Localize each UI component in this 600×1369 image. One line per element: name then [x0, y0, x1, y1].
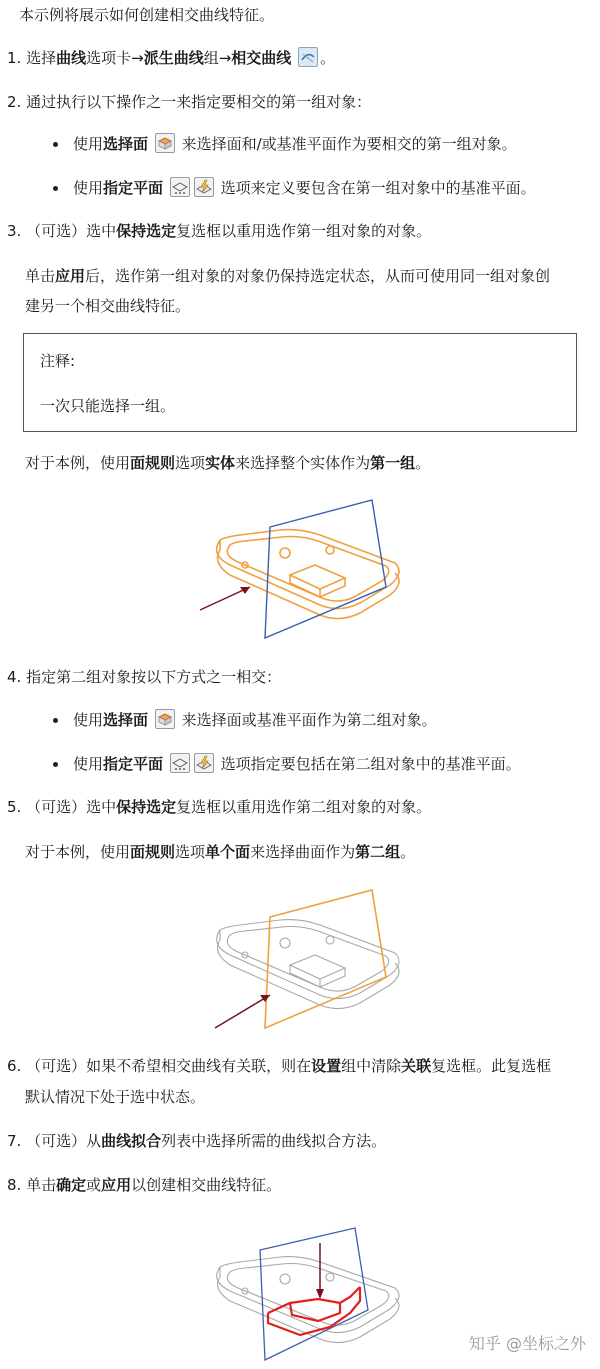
- select-face-icon: [155, 709, 175, 729]
- part-model-orange: [217, 530, 399, 619]
- step-4: 4. 指定第二组对象按以下方式之一相交：: [7, 668, 282, 686]
- plane-icon: [194, 753, 214, 773]
- example-2-text: 对于本例，使用面规则选项单个面来选择曲面作为第二组。: [25, 843, 416, 861]
- step-2-bullet-2: 使用指定平面 选项来定义要包含在第一组对象中的基准平面。: [73, 179, 536, 197]
- intro-text: 本示例将展示如何创建相交曲线特征。: [19, 6, 275, 24]
- select-face-icon: [155, 133, 175, 153]
- note-box: [23, 333, 577, 432]
- bullet-dot: [53, 142, 58, 147]
- bullet-dot: [53, 186, 58, 191]
- figure-first-set-solid: [190, 495, 415, 645]
- plane-dialog-icon: [170, 753, 190, 773]
- step-6-line-2: 默认情况下处于选中状态。: [25, 1088, 206, 1106]
- pointer-arrow: [200, 587, 250, 610]
- intersect-curve-icon: [298, 47, 318, 67]
- step-4-bullet-2: 使用指定平面 选项指定要包括在第二组对象中的基准平面。: [73, 755, 521, 773]
- intersection-curve-red: [268, 1287, 360, 1335]
- plane-icon: [194, 177, 214, 197]
- bullet-dot: [53, 762, 58, 767]
- bullet-dot: [53, 718, 58, 723]
- note-title: 注释:: [40, 352, 76, 370]
- step-8: 8. 单击确定或应用以创建相交曲线特征。: [7, 1176, 282, 1194]
- part-model-gray: [217, 920, 399, 1009]
- plane-dialog-icon: [170, 177, 190, 197]
- step-number: 1.: [7, 49, 22, 67]
- pointer-arrow: [215, 995, 270, 1028]
- step-2-bullet-1: 使用选择面 来选择面和/或基准平面作为要相交的第一组对象。: [73, 135, 517, 153]
- note-body: 一次只能选择一组。: [40, 397, 176, 415]
- step-3: 3. （可选）选中保持选定复选框以重用选作第一组对象的对象。: [7, 222, 432, 240]
- figure-result-curve: [200, 1225, 415, 1363]
- figure-second-set-face: [195, 885, 415, 1035]
- step-3-description-line-2: 建另一个相交曲线特征。: [25, 297, 191, 315]
- example-1-text: 对于本例，使用面规则选项实体来选择整个实体作为第一组。: [25, 454, 431, 472]
- step-5: 5. （可选）选中保持选定复选框以重用选作第二组对象的对象。: [7, 798, 432, 816]
- step-2: 2. 通过执行以下操作之一来指定要相交的第一组对象：: [7, 93, 372, 111]
- step-6-line-1: 6. （可选）如果不希望相交曲线有关联，则在设置组中清除关联复选框。此复选框: [7, 1057, 552, 1075]
- pointer-arrow: [316, 1243, 324, 1299]
- step-3-description-line-1: 单击应用后，选作第一组对象的对象仍保持选定状态，从而可使用同一组对象创: [25, 267, 551, 285]
- step-7: 7. （可选）从曲线拟合列表中选择所需的曲线拟合方法。: [7, 1132, 387, 1150]
- step-4-bullet-1: 使用选择面 来选择面或基准平面作为第二组对象。: [73, 711, 437, 729]
- step-1: 1. 选择曲线选项卡→派生曲线组→相交曲线 。: [7, 49, 336, 67]
- watermark-text: 知乎 @坐标之外: [468, 1334, 586, 1353]
